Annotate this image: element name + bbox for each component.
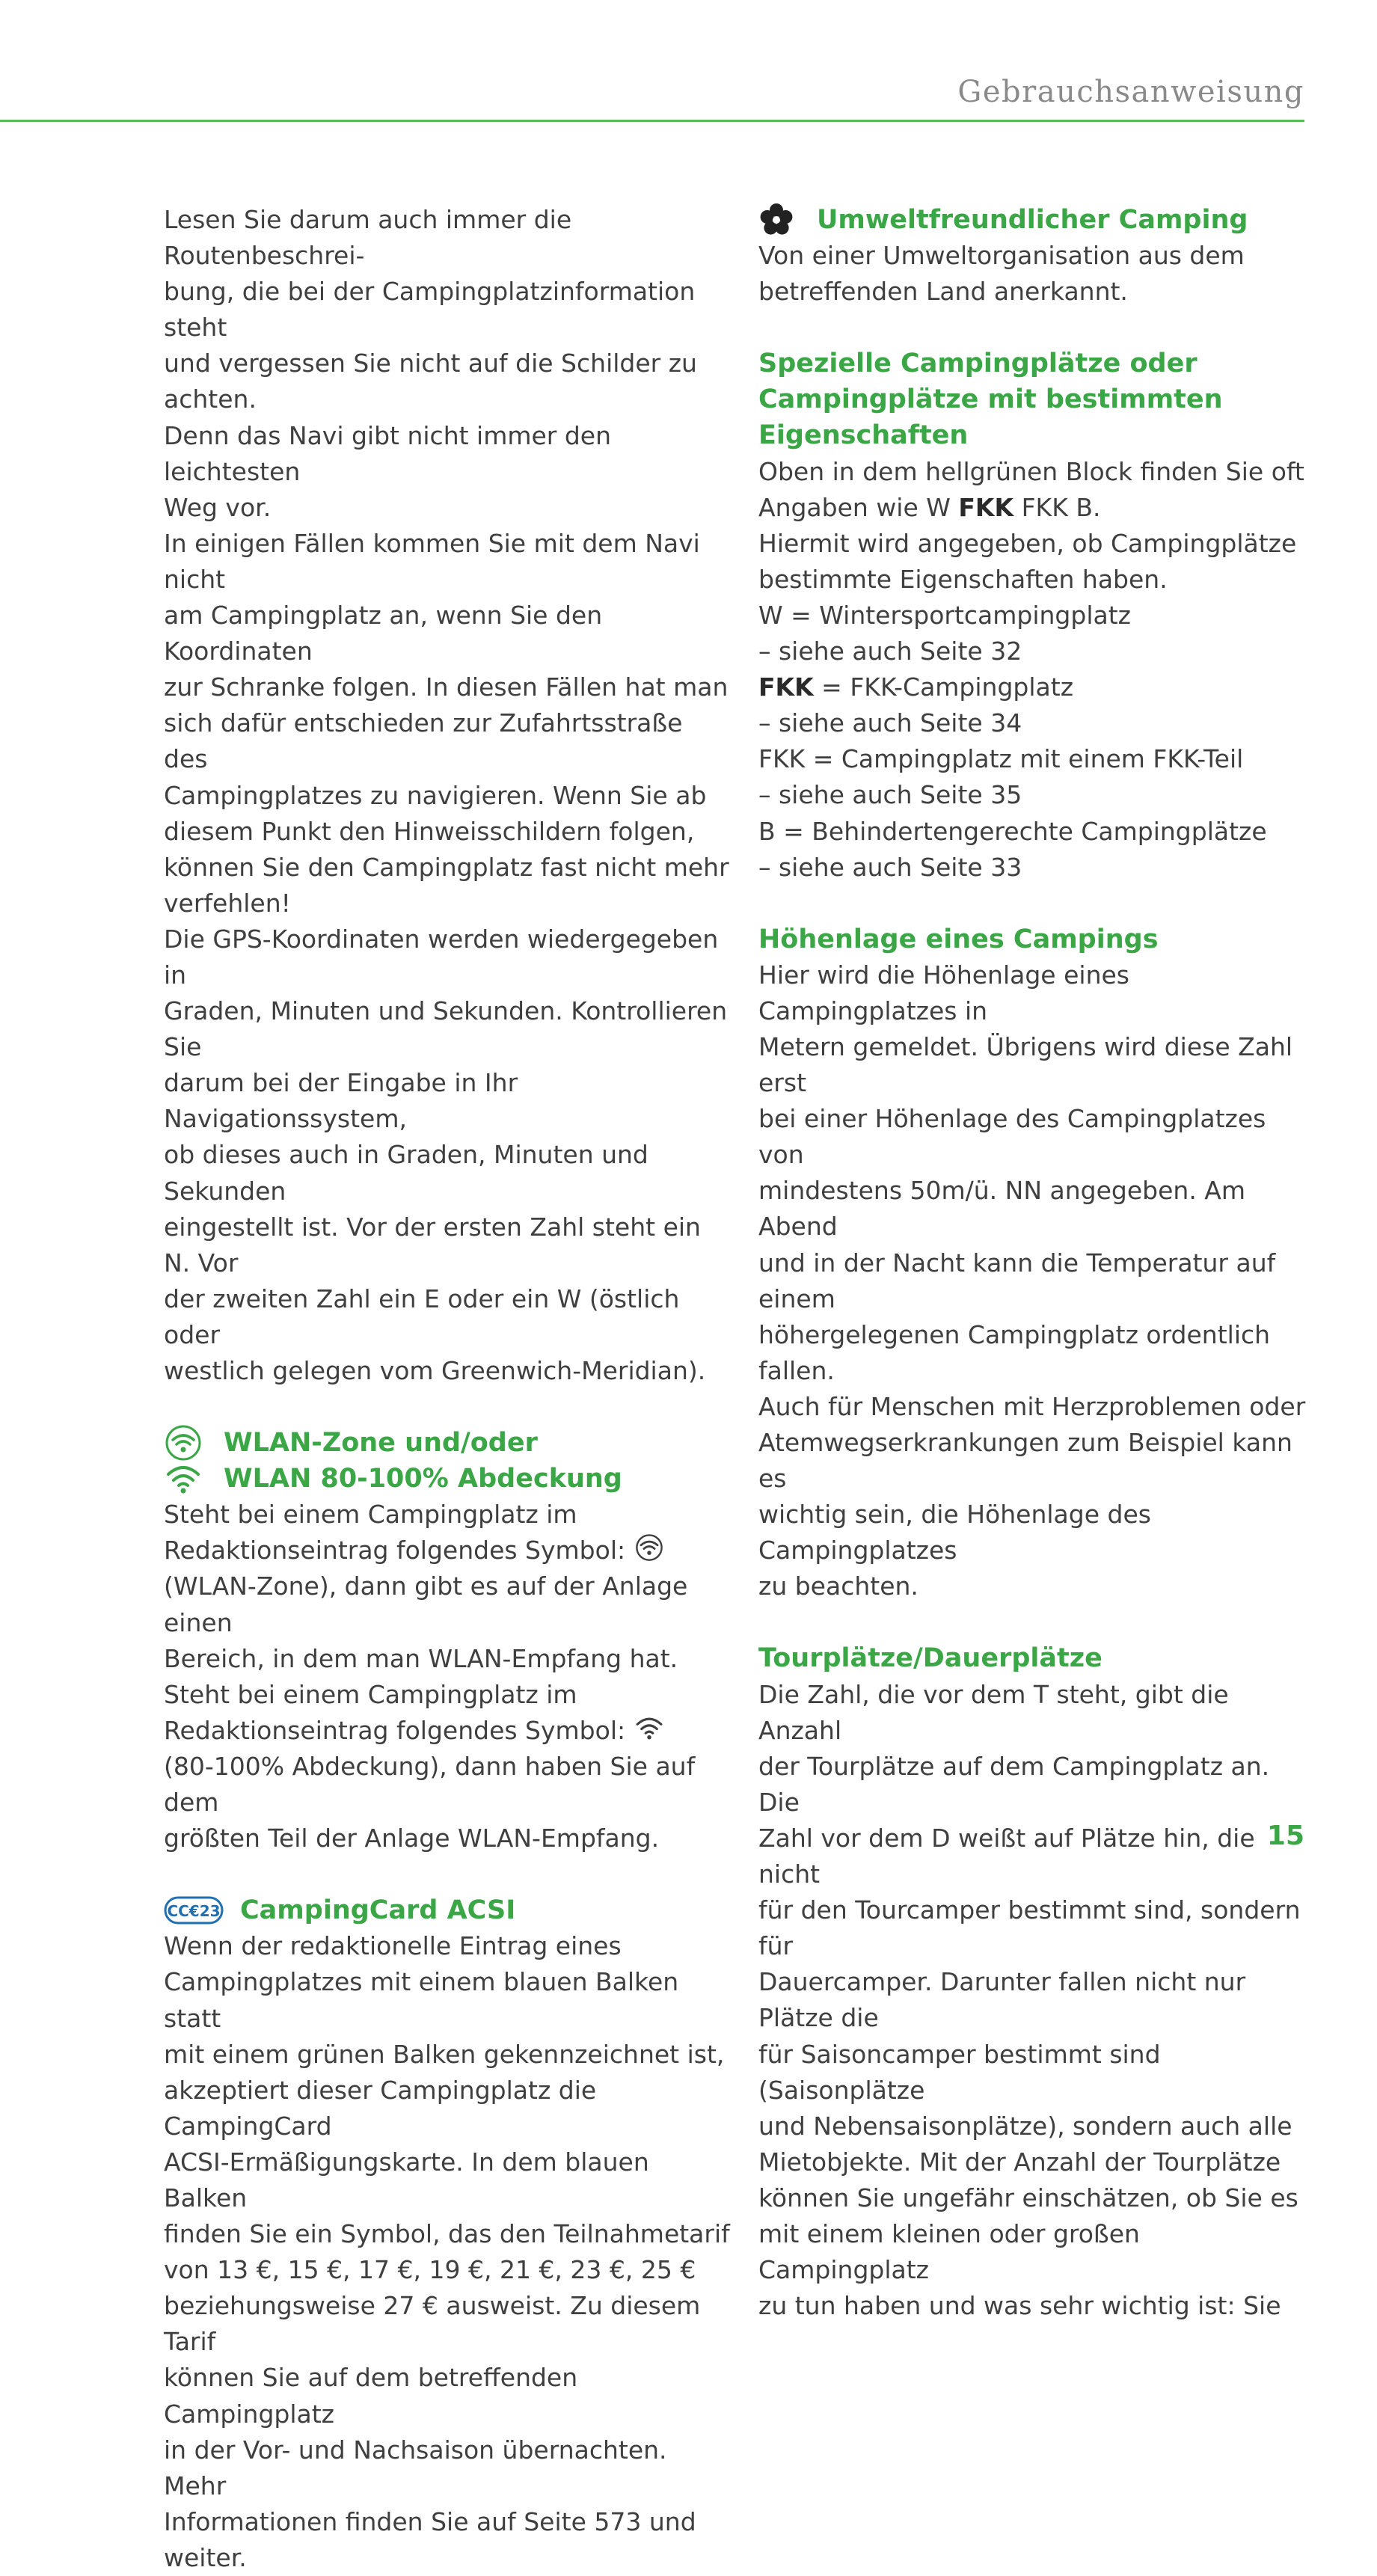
special-fkk-rest: = FKK-Campingplatz	[813, 672, 1074, 702]
special-text-b: – siehe auch Seite 34 FKK = Campingplatz mit einem FKK-Teil – siehe auch Seite 35 B = Behindertengerechte Campingplätze – siehe auch Seite 33	[758, 708, 1267, 882]
special-line2-c: FKK B.	[1013, 492, 1101, 522]
campingcard-text: Wenn der redaktionelle Eintrag eines Campingplatzes mit einem blauen Balken statt mit einem grünen Balken gekennzeichnet ist, akzeptiert dieser Campingplatz die CampingCard ACSI-Ermäßigungskarte. In dem blauen Balken finden Sie ein Symbol, das den Teilnahmetarif von 13 €, 15 €, 17 €, 19 €, 21 €, 23 €, 25 € beziehungsweise 27 € ausweist. Zu diesem Tarif können Sie auf dem betreffenden Campingplatz in der Vor- und Nachsaison übernachten. Mehr Informationen finden Sie auf Seite 573 und weiter.	[164, 1931, 730, 2572]
altitude-text: Hier wird die Höhenlage eines Campingplatzes in Metern gemeldet. Übrigens wird diese Zahl erst bei einer Höhenlage des Campingplatzes von mindestens 50m/ü. NN angegeben. Am Abend und in der Nacht kann die Temperatur auf einem höhergelegenen Campingplatz ordentlich fallen. Auch für Menschen mit Herzproblemen oder Atemwegserkrankungen zum Beispiel kann es wichtig sein, die Höhenlage des Campingplatzes zu beachten.	[758, 960, 1306, 1601]
altitude-heading: Höhenlage eines Campings	[758, 924, 1159, 954]
special-text-a: Hiermit wird angegeben, ob Campingplätze bestimmte Eigenschaften haben. W = Wintersportcampingplatz – siehe auch Seite 32	[758, 528, 1297, 666]
wifi-zone-inline-icon	[634, 1533, 665, 1562]
pitches-heading: Tourplätze/Dauerplätze	[758, 1643, 1102, 1674]
wlan-text-1: Steht bei einem Campingplatz im Redaktionseintrag folgendes Symbol:	[164, 1500, 626, 1565]
special-line2	[758, 490, 1312, 526]
left-column	[164, 202, 732, 2576]
flower-icon	[758, 202, 794, 238]
wlan-heading-row-1	[164, 1425, 732, 1461]
header-divider	[0, 120, 1304, 122]
wifi-zone-icon	[164, 1425, 203, 1461]
wlan-heading-line1: WLAN-Zone und/oder	[224, 1428, 538, 1459]
wlan-text-2: (WLAN-Zone), dann gibt es auf der Anlage einen Bereich, in dem man WLAN-Empfang hat. Steht bei einem Campingplatz im Redaktionseintrag folgendes Symbol:	[164, 1571, 688, 1745]
wlan-heading-line2: WLAN 80-100% Abdeckung	[224, 1464, 622, 1494]
pitches-text: Die Zahl, die vor dem T steht, gibt die Anzahl der Tourplätze auf dem Campingplatz an. Die Zahl vor dem D weißt auf Plätze hin, die nicht für den Tourcamper bestimmt sind, sondern für Dauercamper. Darunter fallen nicht nur Plätze die für Saisoncamper bestimmt sind (Saisonplätze und Nebensaisonplätze), sondern auch alle Mietobjekte. Mit der Anzahl der Tourplätze können Sie ungefähr einschätzen, ob Sie es mit einem kleinen oder großen Campingplatz zu tun haben und was sehr wichtig ist: Sie	[758, 1679, 1301, 2321]
wlan-text-part3: (80-100% Abdeckung), dann haben Sie auf dem größten Teil der Anlage WLAN-Empfang.	[164, 1751, 696, 1853]
special-fkk-line	[758, 669, 1312, 705]
campingcard-badge-text: CC€23	[167, 1902, 221, 1921]
wlan-heading-row-2	[164, 1461, 732, 1497]
eco-heading-row	[758, 202, 1312, 238]
special-heading: Spezielle Campingplätze oder Campingplätze mit bestimmten Eigenschaften	[758, 349, 1223, 451]
special-line2-fkk: FKK	[958, 492, 1014, 522]
special-fkk-bold: FKK	[758, 672, 814, 702]
wifi-coverage-icon	[164, 1461, 203, 1497]
campingcard-heading-row	[164, 1892, 732, 1928]
page-header-title: Gebrauchsanweisung	[957, 75, 1304, 109]
gps-intro-text: Lesen Sie darum auch immer die Routenbeschrei- bung, die bei der Campingplatzinformation steht und vergessen Sie nicht auf die Schilder zu achten. Denn das Navi gibt nicht immer den leichtesten Weg vor. In einigen Fällen kommen Sie mit dem Navi nicht am Campingplatz an, wenn Sie den Koordinaten zur Schranke folgen. In diesen Fällen hat man sich dafür entschieden zur Zufahrtsstraße des Campingplatzes zu navigieren. Wenn Sie ab diesem Punkt den Hinweisschildern folgen, können Sie den Campingplatz fast nicht mehr verfehlen! Die GPS-Koordinaten werden wiedergegeben in Graden, Minuten und Sekunden. Kontrollieren Sie darum bei der Eingabe in Ihr Navigationssystem, ob dieses auch in Graden, Minuten und Sekunden eingestellt ist. Vor der ersten Zahl steht ein N. Vor der zweiten Zahl ein E oder ein W (östlich oder westlich gelegen vom Greenwich-Meridian).	[164, 205, 729, 1385]
special-line1: Oben in dem hellgrünen Block finden Sie oft	[758, 456, 1304, 486]
wlan-text-part1	[164, 1497, 732, 1568]
campingcard-badge-icon	[164, 1895, 224, 1925]
wlan-text-part2	[164, 1568, 732, 1748]
page-number: 15	[1266, 1821, 1304, 1851]
eco-text: Von einer Umweltorganisation aus dem betreffenden Land anerkannt.	[758, 241, 1245, 307]
campingcard-heading: CampingCard ACSI	[240, 1895, 516, 1926]
eco-heading: Umweltfreundlicher Camping	[817, 205, 1248, 235]
wifi-coverage-inline-icon	[634, 1714, 665, 1742]
special-line2-a: Angaben wie W	[758, 492, 959, 522]
right-column	[758, 202, 1312, 2324]
